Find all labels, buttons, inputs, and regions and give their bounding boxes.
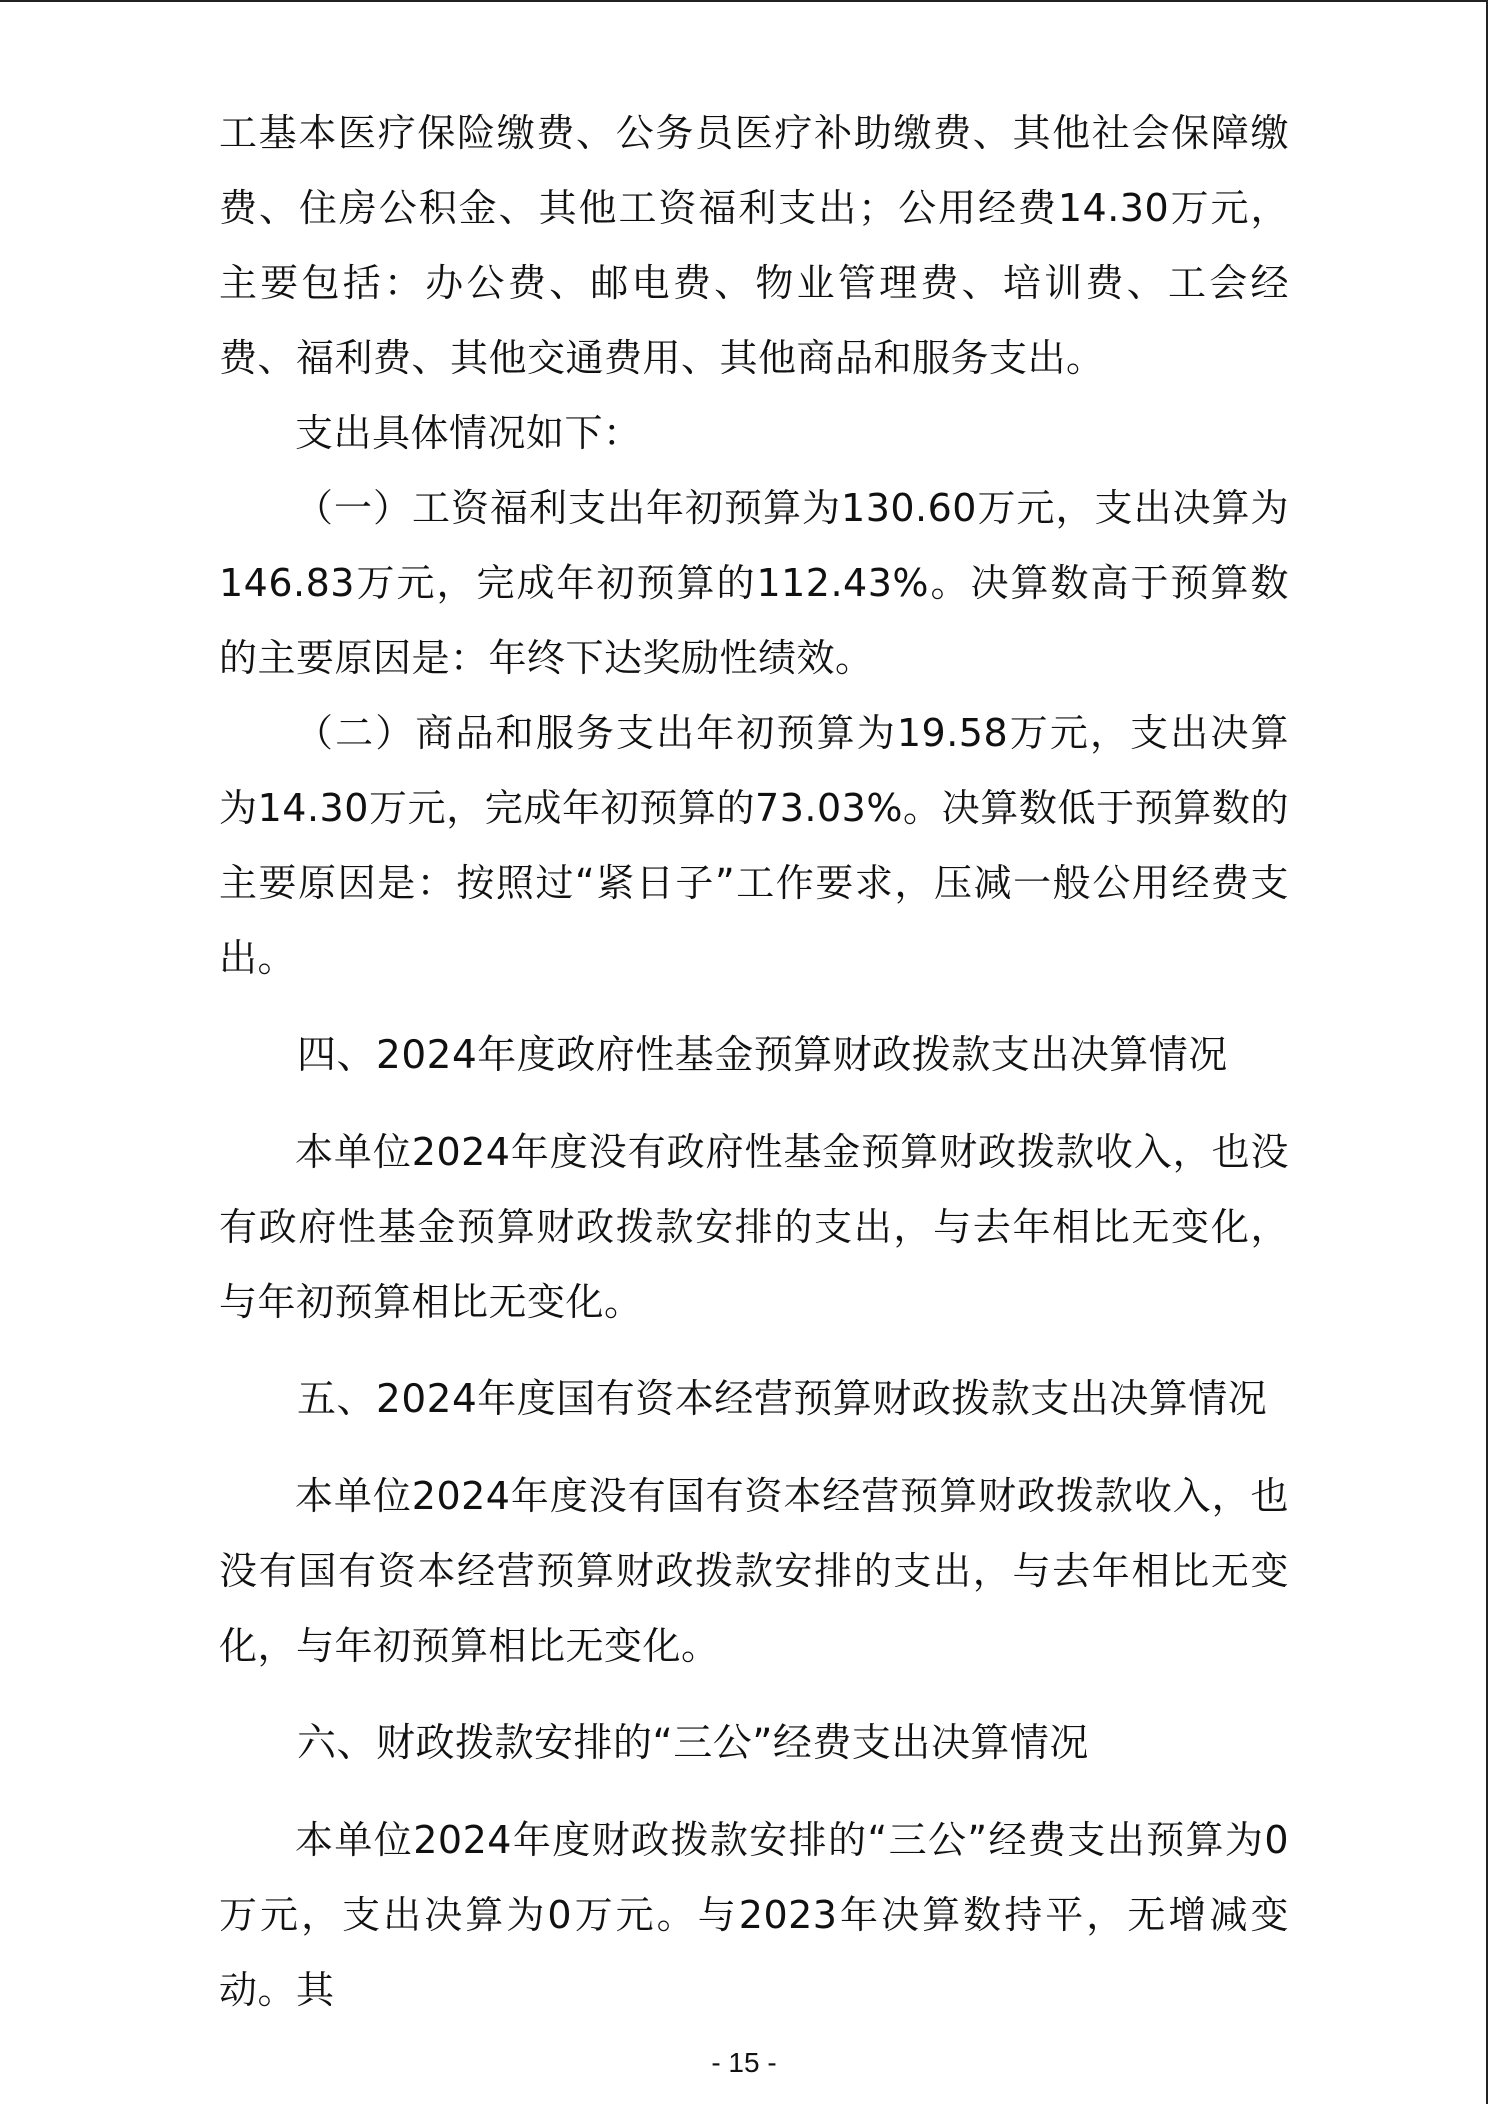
paragraph-salary-welfare: （一）工资福利支出年初预算为130.60万元，支出决算为146.83万元，完成年初预算的112.43%。决算数高于预算数的主要原因是：年终下达奖励性绩效。 xyxy=(219,486,1289,680)
paragraph-expense-details-intro: 支出具体情况如下： xyxy=(295,411,642,455)
paragraph-state-capital: 本单位2024年度没有国有资本经营预算财政拨款收入，也没有国有资本经营预算财政拨款安排的支出，与去年相比无变化，与年初预算相比无变化。 xyxy=(219,1474,1289,1668)
section-heading-government-fund: 四、2024年度政府性基金预算财政拨款支出决算情况 xyxy=(297,1033,1228,1078)
page-number: - 15 - xyxy=(711,2047,777,2078)
paragraph-government-fund: 本单位2024年度没有政府性基金预算财政拨款收入，也没有政府性基金预算财政拨款安排的支出，与去年相比无变化，与年初预算相比无变化。 xyxy=(219,1130,1289,1324)
paragraph-three-public: 本单位2024年度财政拨款安排的“三公”经费支出预算为0万元，支出决算为0万元。与2023年决算数持平，无增减变动。其 xyxy=(219,1818,1289,2012)
page-body xyxy=(219,96,1289,2028)
section-heading-three-public: 六、财政拨款安排的“三公”经费支出决算情况 xyxy=(297,1721,1089,1766)
paragraph-goods-services: （二）商品和服务支出年初预算为19.58万元，支出决算为14.30万元，完成年初预算的73.03%。决算数低于预算数的主要原因是：按照过“紧日子”工作要求，压减一般公用经费支出。 xyxy=(219,711,1289,980)
paragraph-personnel-expenses-continued: 工基本医疗保险缴费、公务员医疗补助缴费、其他社会保障缴费、住房公积金、其他工资福利支出；公用经费14.30万元，主要包括：办公费、邮电费、物业管理费、培训费、工会经费、福利费、其他交通费用、其他商品和服务支出。 xyxy=(219,111,1289,380)
section-heading-state-capital: 五、2024年度国有资本经营预算财政拨款支出决算情况 xyxy=(297,1377,1268,1422)
